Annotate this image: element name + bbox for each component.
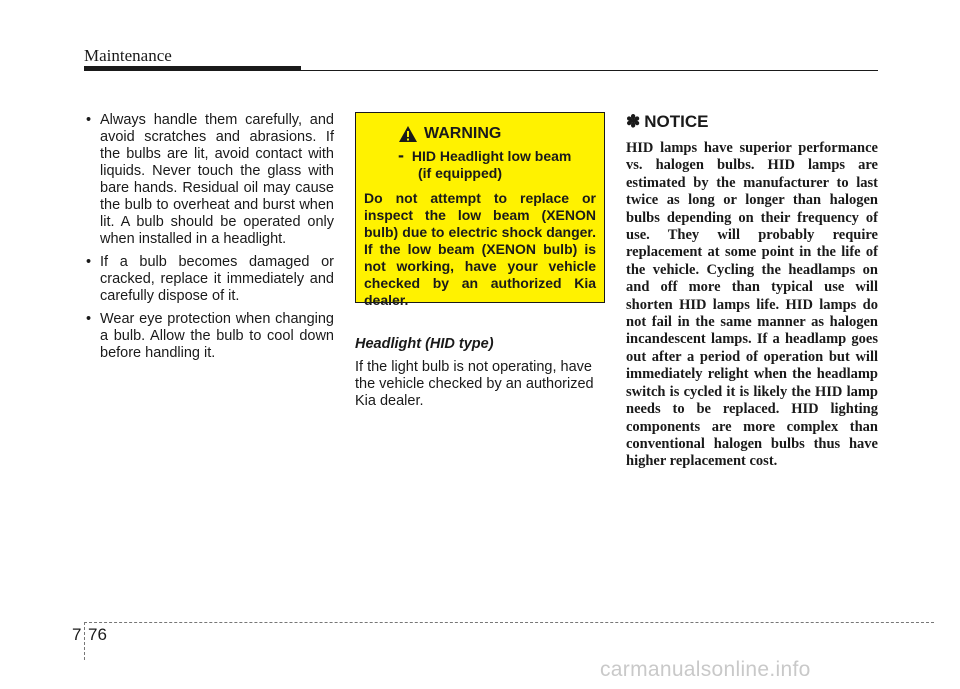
warning-triangle-icon — [398, 125, 418, 143]
warning-title: WARNING — [424, 125, 502, 142]
warning-subtitle-line1: HID Headlight low beam — [411, 148, 572, 164]
chapter-number: 7 — [72, 625, 82, 644]
bullet-item: • If a bulb becomes damaged or cracked, replace it immediately and carefully dispose of it. — [84, 254, 334, 305]
header-rule-thin — [84, 70, 878, 71]
notice-body: HID lamps have superior performance vs. halogen bulbs. HID lamps are estimated by the manufacturer to last twice as long or longer than halogen bulbs depending on their frequency of use. They will probably require replacement at some point in the life of the vehicle. Cycling the headlamps on and off more than typical use will shorten HID lamps life. HID lamps do not fail in the same manner as halogen incandescent lamps. If a headlamp goes out after a period of operation but will immediately relight when the headlamp switch is cycled it is likely the HID lamp needs to be replaced. HID lighting components are more complex than conventional halogen bulbs thus have higher replacement cost. — [626, 140, 878, 470]
right-column — [626, 112, 878, 471]
notice-header — [626, 112, 878, 132]
warning-box — [355, 112, 605, 308]
page-number: 76 — [88, 625, 107, 644]
notice-title: NOTICE — [644, 112, 709, 131]
left-column — [84, 112, 334, 368]
bullet-item: • Always handle them carefully, and avoid scratches and abrasions. If the bulbs are lit, avoid contact with liquids. Never touch the glass with bare hands. Residual oil may cause the bulb to overheat and burst when lit. A bulb should be operated only when installed in a headlight. — [84, 112, 334, 248]
page-number-divider — [84, 622, 85, 660]
footer-rule — [84, 622, 934, 623]
bullet-item: • Wear eye protection when changing a bulb. Allow the bulb to cool down before handling it. — [84, 311, 334, 362]
warning-dash: - — [398, 145, 404, 165]
middle-column — [355, 112, 605, 410]
warning-subtitle-line2: (if equipped) — [418, 165, 502, 181]
asterisk-icon: ✽ — [626, 112, 641, 131]
section-title: Maintenance — [84, 46, 172, 65]
bullet-list — [84, 112, 334, 362]
section-body: If the light bulb is not operating, have the vehicle checked by an authorized Kia dealer. — [355, 359, 594, 409]
warning-subtitle — [398, 147, 596, 182]
watermark: carmanualsonline.info — [600, 658, 811, 681]
warning-body: Do not attempt to replace or inspect the low beam (XENON bulb) due to electric shock danger. If the low beam (XENON bulb) is not working, have your vehicle checked by an authorized Kia dealer. — [364, 190, 596, 308]
section-subheading: Headlight (HID type) — [355, 336, 494, 352]
warning-header — [398, 123, 596, 145]
